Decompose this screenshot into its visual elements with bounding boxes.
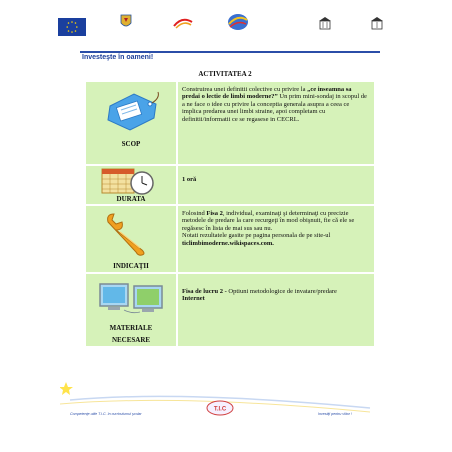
ministry-logo-icon bbox=[370, 16, 384, 30]
row-indicatii bbox=[86, 206, 374, 272]
calendar-clock-icon bbox=[100, 166, 160, 196]
footer-left-text: Competenţe utile T.I.C. în curriculumul şcolar bbox=[70, 412, 142, 416]
materiale-text: Fisa de lucru 2 - Optiuni metodologice de invatare/predare Internet bbox=[182, 288, 337, 303]
row-label-indicatii: INDICAŢII bbox=[113, 262, 149, 270]
row-durata bbox=[86, 166, 374, 204]
footer-right-text: Investiţi pentru viitor ! bbox=[318, 412, 352, 416]
row-label-materiale: MATERIALE bbox=[109, 324, 153, 332]
scop-text: Construirea unei definitii colective cu privire la „ce inseamna sa predai o lectie de limbi moderne?” Un prim mini-sondaj in scopul de a ne face o idee cu privire la conceptia generala asupra a ceea ce implica predarea unei limbi straine, apoi completam cu definitii/informatii ce se regasese in CECRL. bbox=[182, 86, 367, 123]
row-label-necesare: NECESARE bbox=[111, 336, 151, 344]
tag-icon bbox=[100, 88, 162, 140]
materiale-icon-cell bbox=[86, 274, 176, 346]
romania-crest-icon bbox=[120, 14, 132, 30]
row-label-durata: DURATA bbox=[116, 195, 146, 203]
materiale-text-cell bbox=[178, 274, 374, 346]
header-logos bbox=[0, 0, 452, 61]
durata-icon-cell bbox=[86, 166, 176, 204]
indicatii-text-cell bbox=[178, 206, 374, 272]
row-label-scop: SCOP bbox=[121, 140, 141, 148]
indicatii-icon-cell bbox=[86, 206, 176, 272]
header-rule bbox=[80, 51, 380, 53]
fse-logo-icon bbox=[226, 12, 250, 32]
computers-icon bbox=[96, 280, 166, 316]
tic-logo-icon bbox=[206, 400, 234, 416]
wrench-icon bbox=[102, 212, 158, 256]
scop-text-cell bbox=[178, 82, 374, 164]
indicatii-text: Folosind Fisa 2, individual, examinaţi şi determinaţi cu precizie metodele de predare la care recurgeţi în mod obişnuit, fie că ele se regăsesc în lista de mai sus sau nu. Notati rezultatele gasite pe pagina personala de pe site-ul ticlimbimoderne.wikispaces.com. bbox=[182, 210, 355, 247]
program-logo-icon bbox=[172, 16, 194, 30]
durata-text-cell bbox=[178, 166, 374, 204]
eu-flag-icon bbox=[58, 18, 86, 36]
svg-text:T.I.C: T.I.C bbox=[213, 406, 227, 413]
row-scop bbox=[86, 82, 374, 164]
footer bbox=[0, 372, 452, 432]
row-materiale bbox=[86, 274, 374, 346]
durata-text: 1 oră bbox=[182, 176, 197, 183]
activity-title: ACTIVITATEA 2 bbox=[198, 70, 252, 78]
university-logo-icon bbox=[318, 16, 332, 30]
header-slogan: Investeşte în oameni! bbox=[82, 54, 154, 61]
scop-icon-cell bbox=[86, 82, 176, 164]
